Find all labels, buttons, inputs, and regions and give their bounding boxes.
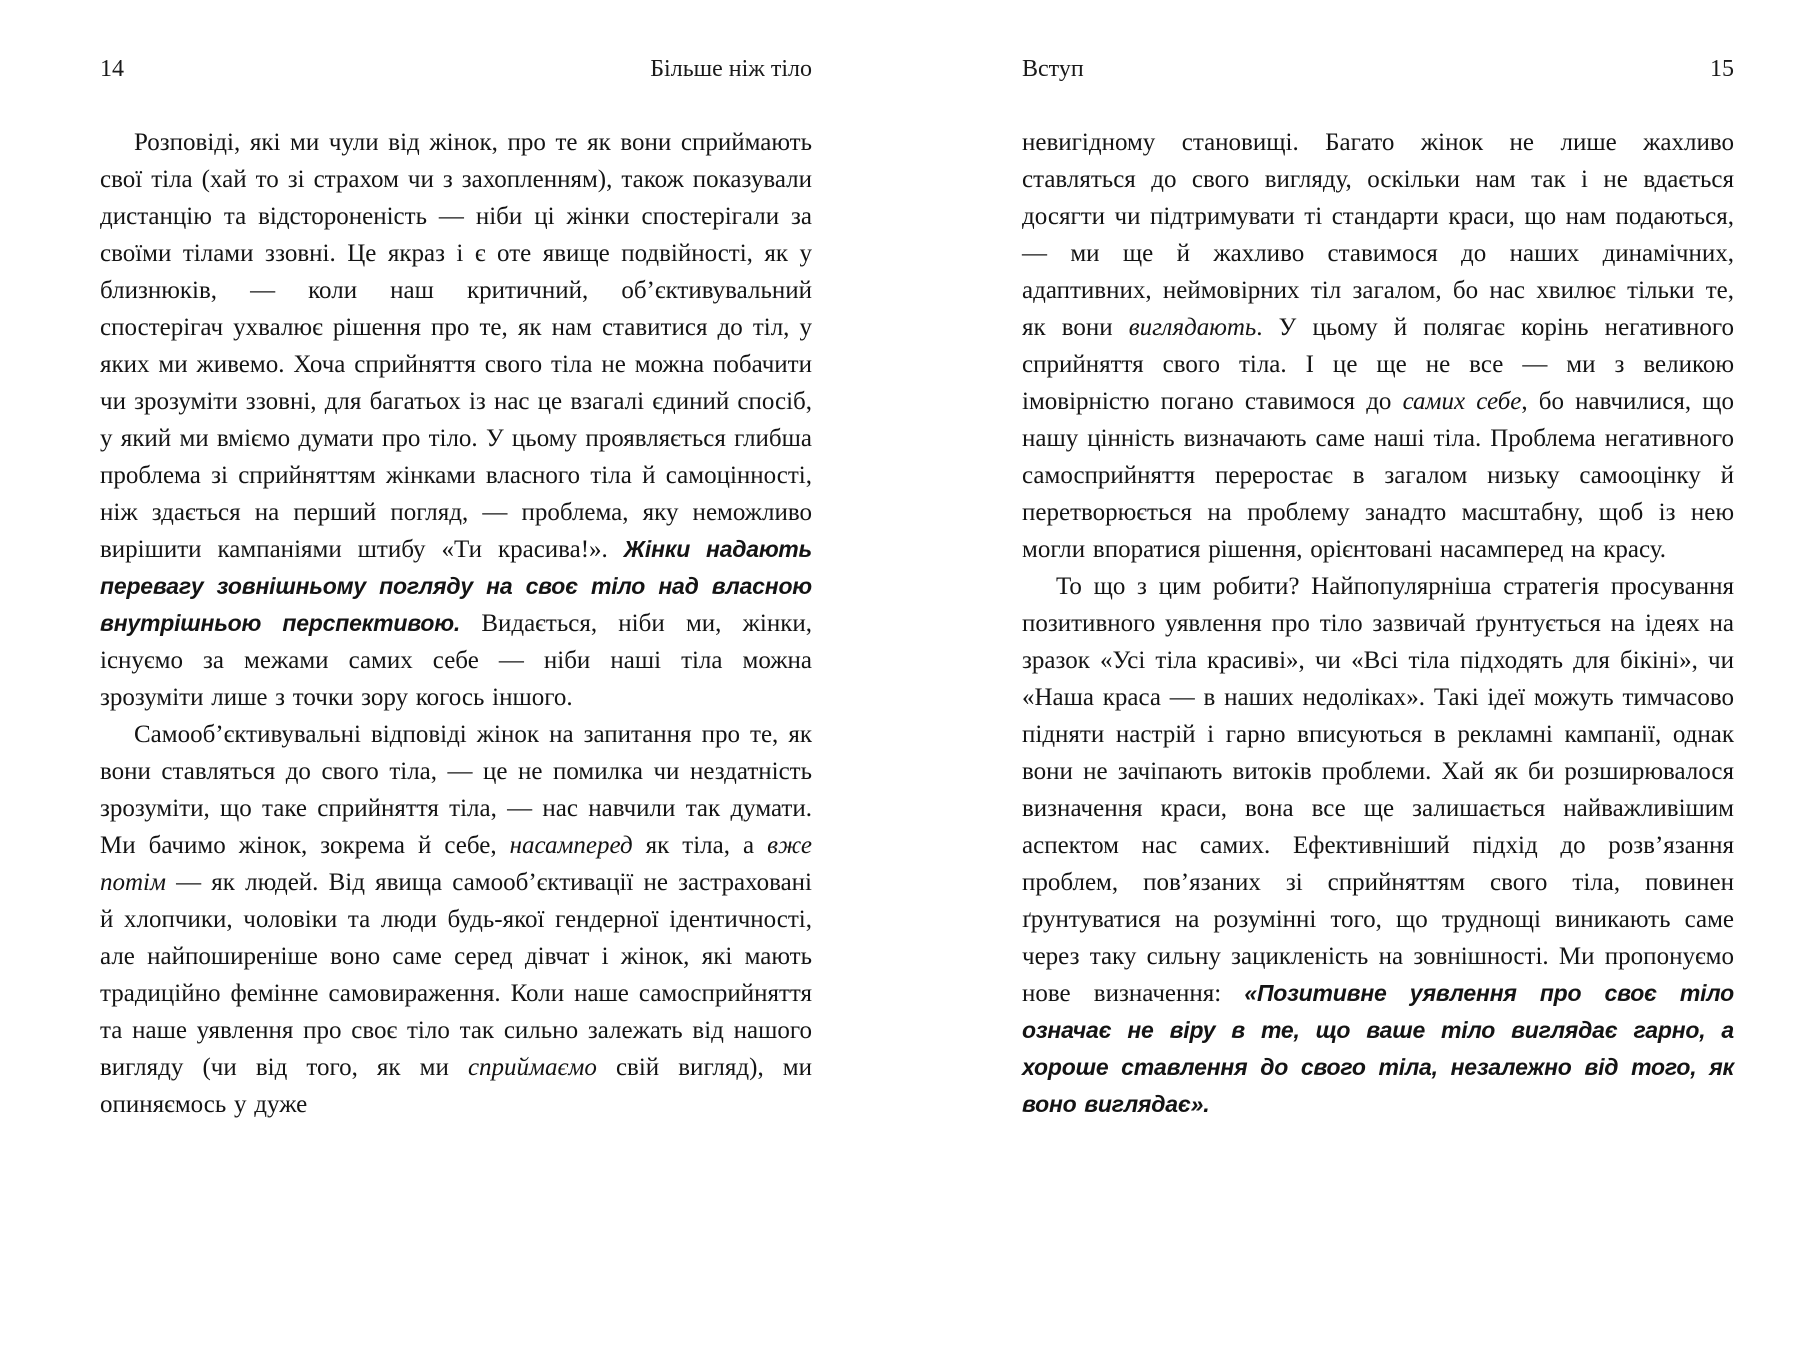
text-segment: насамперед	[509, 832, 633, 859]
text-segment: Жінки надають перевагу зовнішньому погляду на своє тіло над власною внутрішньою перспективою.	[100, 536, 812, 636]
text-segment: , бо навчилися, що нашу цінність визначають саме наші тіла. Проблема негативного самосприйняття переростає в загалом низьку самооцінку й перетворюється на проблему занадто масштабну, щоб із нею могли впоратися рішення, орієнтовані насамперед на красу.	[1022, 388, 1735, 563]
text-segment: Видається, ніби ми, жінки, існуємо за межами самих себе — ніби наші тіла можна зрозуміти лише з точки зору когось іншого.	[100, 610, 812, 711]
text-segment: вже потім	[100, 832, 812, 896]
text-segment: . У цьому й полягає корінь негативного сприйняття свого тіла. І це ще не все — ми з великою імовірністю погано ставимося до	[1022, 314, 1734, 415]
text-segment: виглядають	[1128, 314, 1257, 341]
text-segment: самих себе	[1402, 388, 1522, 415]
text-segment: — як людей. Від явища самооб’єктивації не застраховані й хлопчики, чоловіки та люди будь-якої гендерної ідентичності, але найпоширеніше воно саме серед дівчат і жінок, які мають традиційно фемінне самовираження. Коли наше самосприйняття та наше уявлення про своє тіло так сильно залежать від нашого вигляду (чи від того, як ми	[100, 869, 812, 1081]
text-segment: як тіла, а	[632, 832, 768, 859]
right-page-text	[1022, 124, 1734, 1123]
right-page-number: 15	[1710, 56, 1734, 82]
left-running-head: Більше ніж тіло	[650, 56, 812, 82]
left-page-header	[100, 56, 812, 83]
right-running-head: Вступ	[1022, 56, 1084, 82]
left-page-text	[100, 124, 812, 1123]
text-segment: «Позитивне уявлення про своє тіло означає не віру в те, що ваше тіло виглядає гарно, а хороше ставлення до свого тіла, незалежно від того, як воно виглядає».	[1022, 980, 1734, 1117]
paragraph	[100, 124, 812, 716]
text-segment: свій вигляд), ми опиняємось у дуже	[100, 1054, 812, 1118]
text-segment: Самооб’єктивувальні відповіді жінок на запитання про те, як вони ставляться до свого тіла, — це не помилка чи нездатність зрозуміти, що таке сприйняття тіла, — нас навчили так думати. Ми бачимо жінок, зокрема й себе,	[100, 721, 812, 859]
paragraph	[100, 716, 812, 1123]
text-segment: невигідному становищі. Багато жінок не лише жахливо ставляться до свого вигляду, оскільки нам так і не вдається досягти чи підтримувати ті стандарти краси, що нам подаються, — ми ще й жахливо ставимося до наших динамічних, адаптивних, неймовірних тіл загалом, бо нас хвилює тільки те, як вони	[1022, 129, 1734, 341]
paragraph	[1022, 568, 1734, 1123]
paragraph	[1022, 124, 1734, 568]
right-page-header	[1022, 56, 1734, 83]
left-page-number: 14	[100, 56, 124, 82]
text-segment: Розповіді, які ми чули від жінок, про те як вони сприймають свої тіла (хай то зі страхом чи з захопленням), також показували дистанцію та відстороненість — ніби ці жінки спостерігали за своїми тілами ззовні. Це якраз і є оте явище подвійності, як у близнюків, — коли наш критичний, об’єктивувальний спостерігач ухвалює рішення про те, як нам ставитися до тіл, у яких ми живемо. Хоча сприйняття свого тіла не можна побачити чи зрозуміти ззовні, для багатьох із нас це взагалі єдиний спосіб, у який ми вміємо думати про тіло. У цьому проявляється глибша проблема зі сприйняттям жінками власного тіла й самоцінності, ніж здається на перший погляд, — проблема, яку неможливо вирішити кампаніями штибу «Ти красива!».	[100, 129, 812, 563]
text-segment: То що з цим робити? Найпопулярніша стратегія просування позитивного уявлення про тіло зазвичай ґрунтується на ідеях на зразок «Усі тіла красиві», чи «Всі тіла підходять для бікіні», чи «Наша краса — в наших недоліках». Такі ідеї можуть тимчасово підняти настрій і гарно вписуються в рекламні кампанії, однак вони не зачіпають витоків проблеми. Хай як би розширювалося визначення краси, вона все ще залишається найважливішим аспектом нас самих. Ефективніший підхід до розв’язання проблем, пов’язаних зі сприйняттям свого тіла, повинен ґрунтуватися на розумінні того, що труднощі виникають саме через таку сильну зацикленість на зовнішності. Ми пропонуємо нове визначення:	[1022, 573, 1734, 1007]
text-segment: сприймаємо	[467, 1054, 597, 1081]
